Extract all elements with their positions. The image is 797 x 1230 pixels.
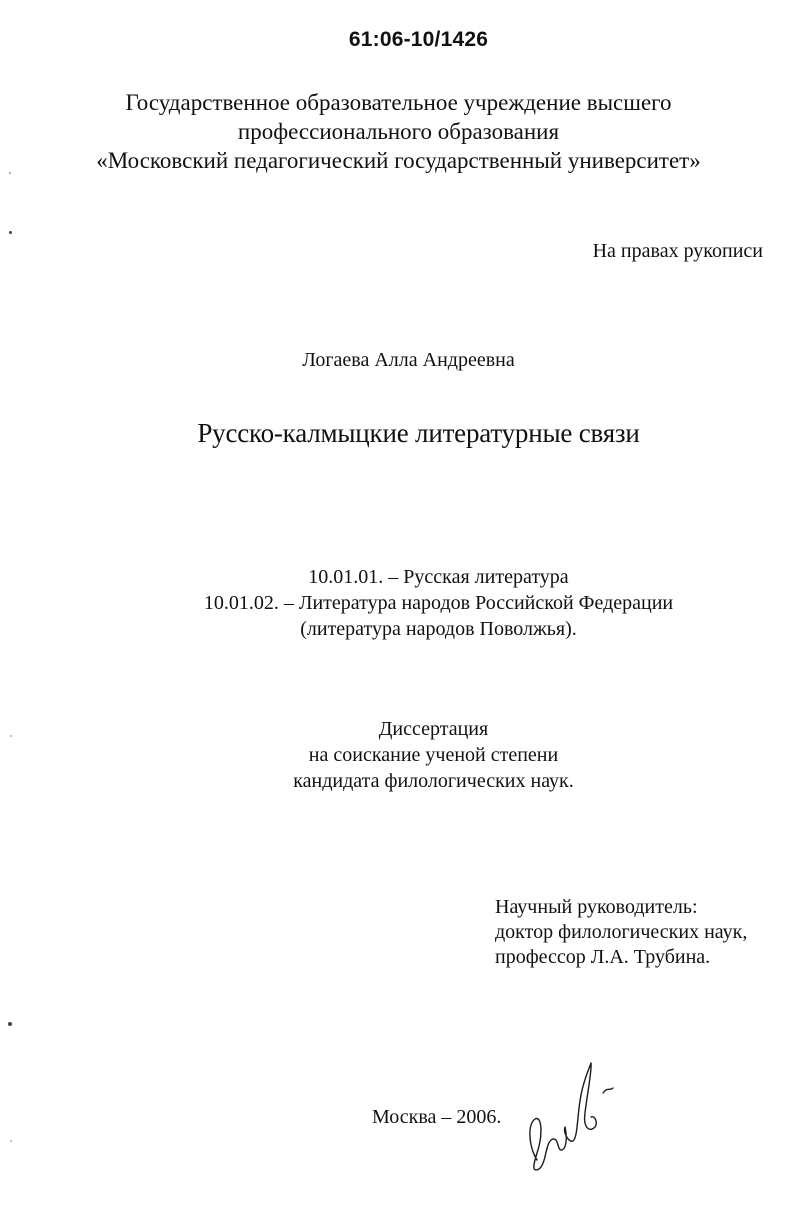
specialty-line-1: 10.01.01. – Русская литература <box>308 566 569 588</box>
degree-line-2: на соискание ученой степени <box>308 744 559 766</box>
advisor-line-2: доктор филологических наук, <box>495 921 748 943</box>
degree-line-1: Диссертация <box>378 718 489 740</box>
scan-speck <box>10 1140 12 1142</box>
degree-statement <box>0 716 797 794</box>
degree-line-3: кандидата филологических наук. <box>293 770 574 792</box>
institution-line-3: «Московский педагогический государственный университет» <box>96 148 701 173</box>
advisor-line-3: профессор Л.А. Трубина. <box>495 946 711 968</box>
manuscript-note: На правах рукописи <box>592 240 763 262</box>
advisor-line-1: Научный руководитель: <box>495 896 698 918</box>
scientific-advisor <box>495 895 747 970</box>
specialty-line-3: (литература народов Поволжья). <box>300 618 577 640</box>
dissertation-title: Русско-калмыцкие литературные связи <box>197 418 640 448</box>
place-and-year: Москва – 2006. <box>372 1106 502 1128</box>
specialty-line-2: 10.01.02. – Литература народов Российской Федерации <box>203 592 674 614</box>
specialty-codes <box>0 564 797 642</box>
scan-speck <box>10 735 12 737</box>
scan-speck <box>9 172 11 174</box>
institution-line-2: профессионального образования <box>237 119 560 144</box>
institution-line-1: Государственное образовательное учреждение высшего <box>125 90 672 115</box>
scan-speck <box>9 231 12 234</box>
scan-speck <box>8 1022 12 1026</box>
institution-header <box>0 88 797 175</box>
handwritten-signature <box>515 1055 625 1175</box>
registration-stamp: 61:06-10/1426 <box>348 28 489 51</box>
author-name: Логаева Алла Андреевна <box>302 349 515 371</box>
